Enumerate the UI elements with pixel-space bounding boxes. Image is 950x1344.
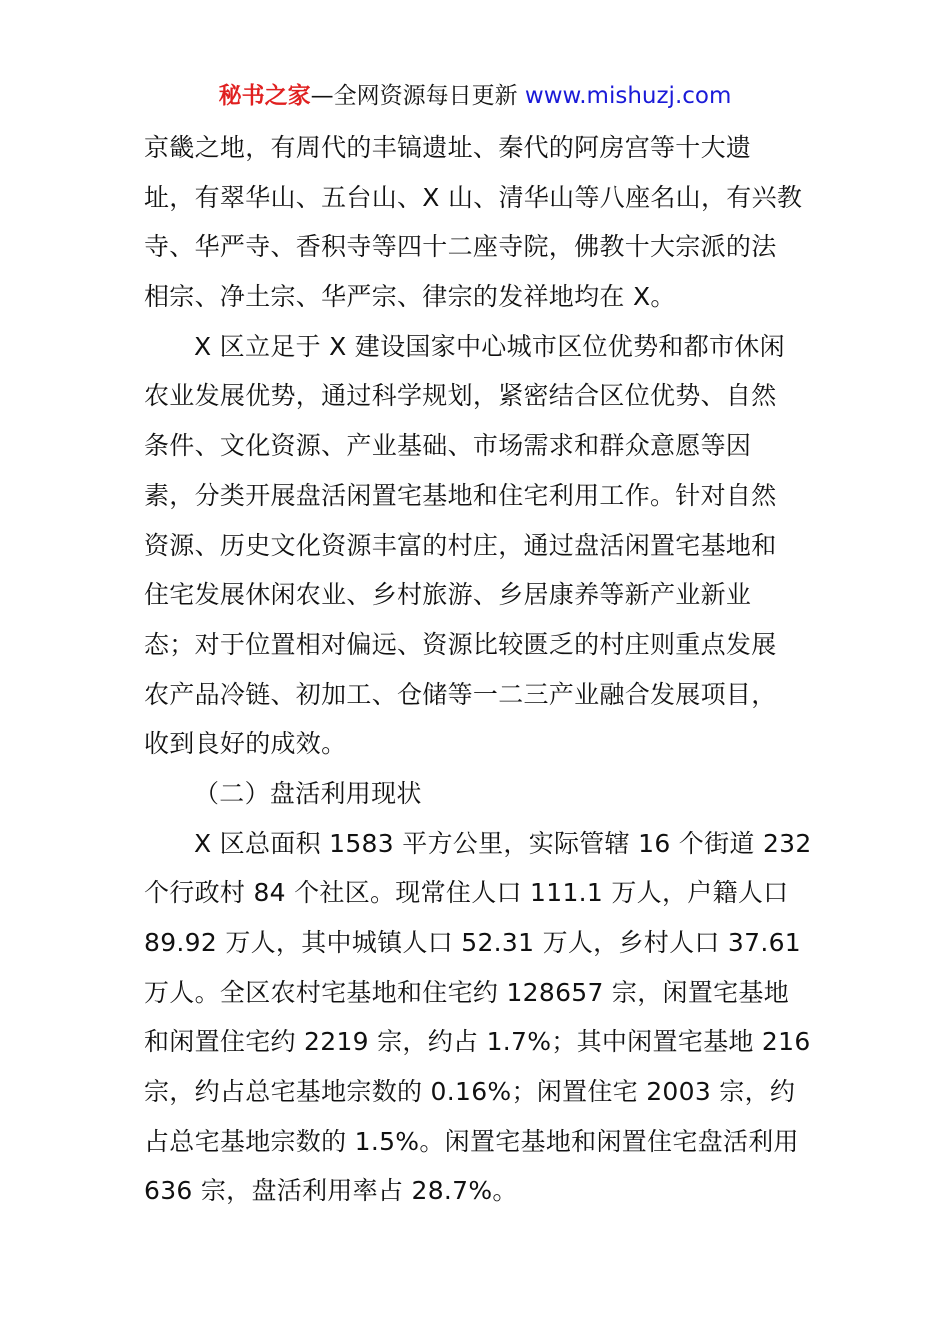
paragraph-line: 农产品冷链、初加工、仓储等一二三产业融合发展项目，: [144, 679, 777, 709]
paragraph-line: X 区总面积 1583 平方公里，实际管辖 16 个街道 232: [194, 828, 812, 858]
paragraph-line: 态；对于位置相对偏远、资源比较匮乏的村庄则重点发展: [144, 629, 777, 659]
header-brand: 秘书之家: [218, 83, 311, 109]
paragraph-line: 个行政村 84 个社区。现常住人口 111.1 万人，户籍人口: [144, 878, 789, 908]
header-url-link[interactable]: www.mishuzj.com: [524, 83, 732, 109]
header-tagline: —全网资源每日更新: [310, 83, 525, 109]
paragraph-line: 宗，约占总宅基地宗数的 0.16%；闲置住宅 2003 宗，约: [144, 1077, 796, 1107]
page-header: [0, 80, 950, 112]
paragraph-line: 住宅发展休闲农业、乡村旅游、乡居康养等新产业新业: [144, 580, 752, 610]
paragraph-line: 条件、文化资源、产业基础、市场需求和群众意愿等因: [144, 431, 752, 461]
paragraph-line: 占总宅基地宗数的 1.5%。闲置宅基地和闲置住宅盘活利用: [144, 1126, 799, 1156]
paragraph-line: 636 宗，盘活利用率占 28.7%。: [144, 1176, 518, 1206]
paragraph-line: X 区立足于 X 建设国家中心城市区位优势和都市休闲: [194, 331, 785, 361]
paragraph-line: 素，分类开展盘活闲置宅基地和住宅利用工作。针对自然: [144, 480, 777, 510]
paragraph-line: 万人。全区农村宅基地和住宅约 128657 宗，闲置宅基地: [144, 977, 790, 1007]
paragraph-line: 寺、华严寺、香积寺等四十二座寺院，佛教十大宗派的法: [144, 232, 777, 262]
paragraph-line: 相宗、净土宗、华严宗、律宗的发祥地均在 X。: [144, 282, 676, 312]
paragraph-line: 农业发展优势，通过科学规划，紧密结合区位优势、自然: [144, 381, 777, 411]
document-body: [144, 123, 812, 1216]
paragraph-line: 和闲置住宅约 2219 宗，约占 1.7%；其中闲置宅基地 216: [144, 1027, 811, 1057]
paragraph-line: 资源、历史文化资源丰富的村庄，通过盘活闲置宅基地和: [144, 530, 777, 560]
paragraph-line: 址，有翠华山、五台山、X 山、清华山等八座名山，有兴教: [144, 182, 803, 212]
section-heading: （二）盘活利用现状: [194, 778, 422, 808]
paragraph-line: 89.92 万人，其中城镇人口 52.31 万人，乡村人口 37.61: [144, 928, 801, 957]
paragraph-line: 收到良好的成效。: [144, 729, 347, 759]
paragraph-line: 京畿之地，有周代的丰镐遗址、秦代的阿房宫等十大遗: [144, 133, 752, 162]
